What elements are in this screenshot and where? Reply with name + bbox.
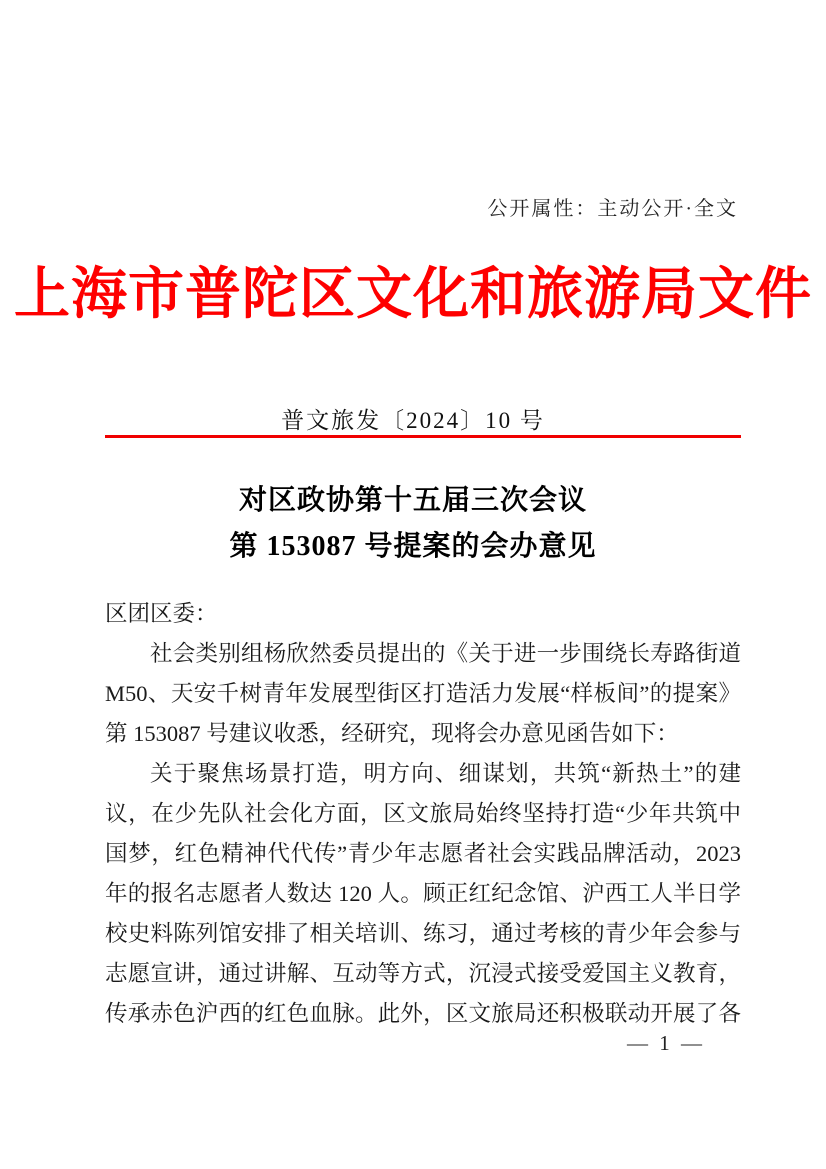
red-separator-line [105,435,741,438]
body-line: 校史料陈列馆安排了相关培训、练习，通过考核的青少年会参与 [105,921,741,946]
salutation: 区团区委： [105,601,218,626]
document-body [105,594,741,1034]
document-number: 普文旅发〔2024〕10 号 [281,408,545,433]
body-line: 第 153087 号建议收悉，经研究，现将会办意见函告如下： [105,721,679,746]
body-line: 议，在少先队社会化方面，区文旅局始终坚持打造“少年共筑中 [105,801,741,826]
body-line: 国梦，红色精神代代传”青少年志愿者社会实践品牌活动，2023 [105,841,741,866]
page-number: — 1 — [627,1031,705,1055]
agency-header-title: 上海市普陀区文化和旅游局文件 [14,264,812,326]
document-title-line1: 对区政协第十五届三次会议 [238,485,587,516]
body-line: 传承赤色沪西的红色血脉。此外，区文旅局还积极联动开展了各 [105,1001,741,1026]
publicity-note: 公开属性：主动公开·全文 [487,198,738,220]
document-title-line2: 第 153087 号提案的会办意见 [229,531,597,562]
body-line: 关于聚焦场景打造，明方向、细谋划，共筑“新热土”的建 [150,761,741,786]
body-line: 社会类别组杨欣然委员提出的《关于进一步围绕长寿路街道 [150,641,741,666]
body-line: 年的报名志愿者人数达 120 人。顾正红纪念馆、沪西工人半日学 [105,881,741,906]
body-line: M50、天安千树青年发展型街区打造活力发展“样板间”的提案》 [105,681,741,706]
body-line: 志愿宣讲，通过讲解、互动等方式，沉浸式接受爱国主义教育， [105,961,741,986]
